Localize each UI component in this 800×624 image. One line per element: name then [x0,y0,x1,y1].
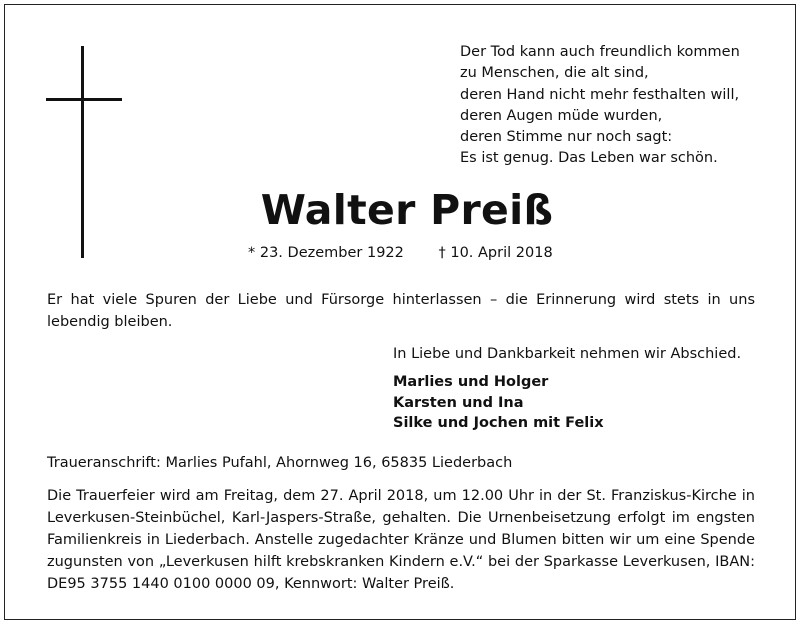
death-date: † 10. April 2018 [438,245,553,261]
poem [460,42,780,170]
signers-list [393,372,604,434]
service-details: Die Trauerfeier wird am Freitag, dem 27. April 2018, um 12.00 Uhr in der St. Franziskus-Kirche in Leverkusen-Steinbüchel, Karl-Jaspers-Straße, gehalten. Die Urnenbeisetzung erfolgt im engsten Familienkreis in Liederbach. Anstelle zugedachter Kränze und Blumen bitten wir um eine Spende zugunsten von „Leverkusen hilft krebskranken Kindern e.V.“ bei der Sparkasse Leverkusen, IBAN: DE95 3755 1440 0100 0000 09, Kennwort: Walter Preiß. [47,488,755,592]
cross-horizontal-bar [46,98,122,101]
signer: Karsten und Ina [393,394,524,411]
deceased-name: Walter Preiß [260,186,554,234]
signer: Marlies und Holger [393,374,549,390]
poem-line: deren Hand nicht mehr festhalten will, [460,86,740,103]
mourning-address: Traueranschrift: Marlies Pufahl, Ahornweg 16, 65835 Liederbach [47,455,513,471]
poem-line: deren Stimme nur noch sagt: [460,129,673,146]
poem-line: zu Menschen, die alt sind, [460,65,649,82]
poem-line: Der Tod kann auch freundlich kommen [460,44,740,60]
signer: Silke und Jochen mit Felix [393,415,604,431]
life-dates [248,245,553,261]
birth-date: * 23. Dezember 1922 [248,245,404,261]
poem-line: deren Augen müde wurden, [460,107,663,124]
poem-line: Es ist genug. Das Leben war schön. [460,150,718,167]
tribute-text: Er hat viele Spuren der Liebe und Fürsorge hinterlassen – die Erinnerung wird stets in uns lebendig bleiben. [47,292,755,330]
farewell-line: In Liebe und Dankbarkeit nehmen wir Abschied. [393,346,742,362]
